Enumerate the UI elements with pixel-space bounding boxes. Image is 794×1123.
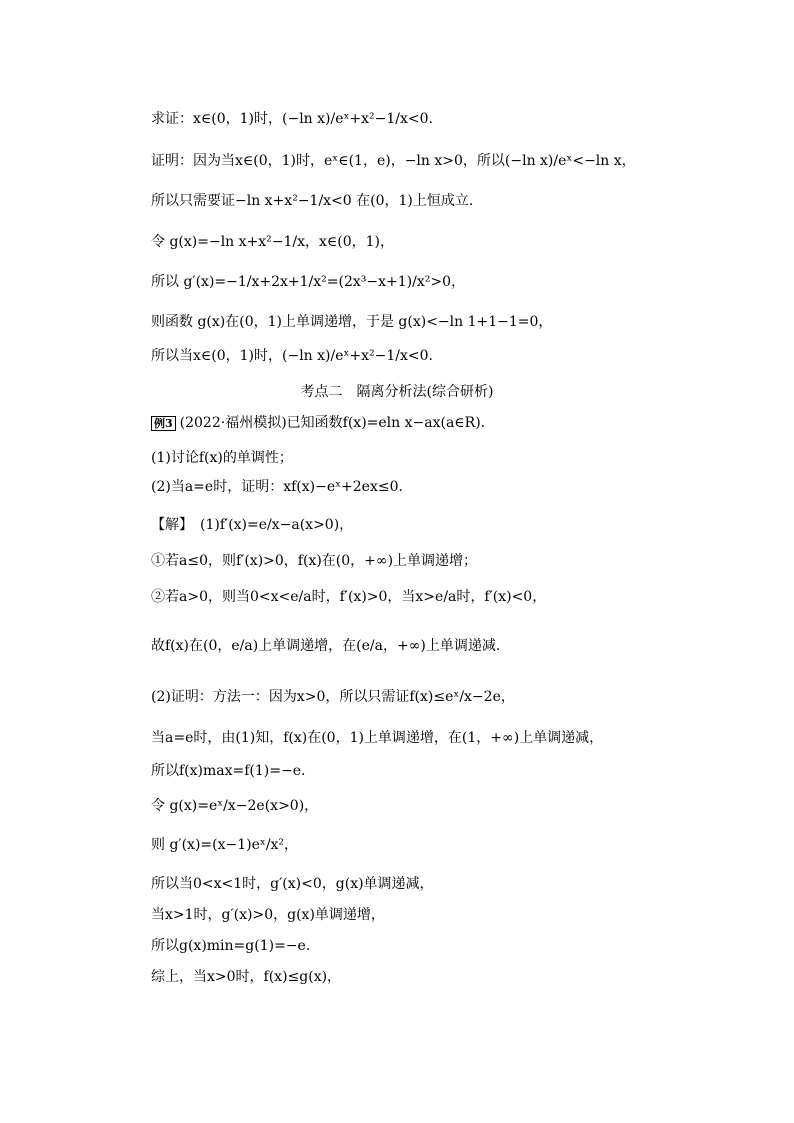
line-22: 当x>1时，g′(x)>0，g(x)单调递增， (151, 907, 385, 923)
line-14: ②若a>0，则当0<x<e/a时，f′(x)>0，当x>e/a时，f′(x)<0， (151, 589, 547, 605)
line-21: 所以当0<x<1时，g′(x)<0，g(x)单调递减， (151, 876, 434, 892)
example-badge: 例3 (151, 416, 176, 431)
line-10: (1)讨论f(x)的单调性； (151, 450, 293, 466)
line-3: 所以只需要证−ln x+x²−1/x<0 在(0，1)上恒成立. (151, 193, 474, 209)
example-text: (2022·福州模拟)已知函数f(x)=eln x−ax(a∈R). (179, 415, 486, 431)
line-7: 所以当x∈(0，1)时，(−ln x)/eˣ+x²−1/x<0. (151, 348, 434, 364)
line-16: (2)证明：方法一：因为x>0，所以只需证f(x)≤eˣ/x−2e， (151, 689, 515, 705)
line-18: 所以f(x)max=f(1)=−e. (151, 763, 306, 779)
line-19: 令 g(x)=eˣ/x−2e(x>0)， (151, 798, 319, 814)
line-12: 【解】 (1)f′(x)=e/x−a(x>0)， (151, 517, 354, 533)
line-20: 则 g′(x)=(x−1)eˣ/x²， (151, 837, 299, 853)
line-13: ①若a≤0，则f′(x)>0，f(x)在(0，+∞)上单调递增； (151, 553, 478, 569)
example-line (151, 414, 485, 432)
line-4: 令 g(x)=−ln x+x²−1/x，x∈(0，1)， (151, 234, 395, 250)
line-17: 当a=e时，由(1)知，f(x)在(0，1)上单调递增，在(1，+∞)上单调递减， (151, 730, 604, 746)
line-23: 所以g(x)min=g(1)=−e. (151, 938, 311, 954)
line-2: 证明：因为当x∈(0，1)时，eˣ∈(1，e)，−ln x>0，所以(−ln x)/eˣ<−ln x， (151, 153, 636, 169)
line-11: (2)当a=e时，证明：xf(x)−eˣ+2ex≤0. (151, 479, 403, 495)
line-5: 所以 g′(x)=−1/x+2x+1/x²=(2x³−x+1)/x²>0， (151, 274, 465, 290)
line-15: 故f(x)在(0，e/a)上单调递增，在(e/a，+∞)上单调递减. (151, 638, 501, 654)
line-1: 求证：x∈(0，1)时，(−ln x)/eˣ+x²−1/x<0. (151, 111, 434, 127)
line-6: 则函数 g(x)在(0，1)上单调递增，于是 g(x)<−ln 1+1−1=0， (151, 314, 553, 330)
section-heading: 考点二 隔离分析法(综合研析) (300, 384, 494, 400)
line-24: 综上，当x>0时，f(x)≤g(x)， (151, 969, 342, 985)
